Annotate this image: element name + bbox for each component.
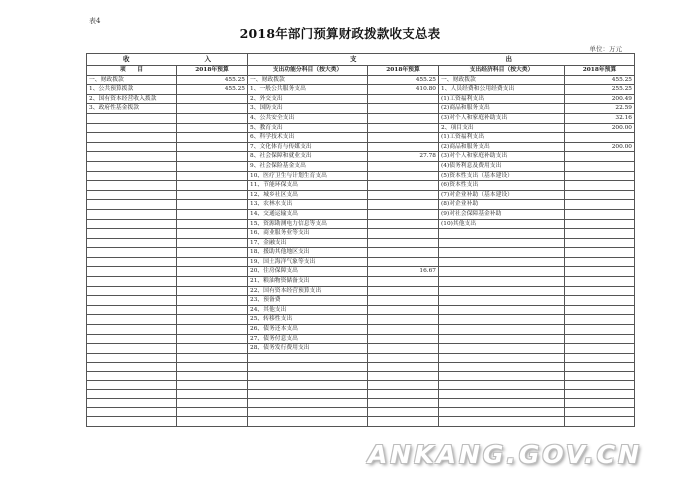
income-value-cell: 455.25: [177, 75, 248, 85]
economic-value-cell: [565, 417, 635, 426]
functional-label-cell: 16、商业服务业等支出: [248, 229, 368, 239]
functional-value-cell: [368, 229, 439, 239]
economic-value-cell: [565, 190, 635, 200]
economic-label-cell: [439, 257, 565, 267]
economic-value-cell: [565, 181, 635, 191]
table-row: [87, 362, 635, 371]
functional-value-cell: 16.67: [368, 267, 439, 277]
table-row: [87, 104, 635, 114]
income-label-cell: 2、国有资本经营收入拨款: [87, 94, 177, 104]
economic-label-cell: (3)对个人和家庭补助支出: [439, 152, 565, 162]
income-band: [87, 54, 248, 66]
economic-label-cell: (4)债务利息及费用支出: [439, 161, 565, 171]
income-label-cell: [87, 190, 177, 200]
sheet-tag: 表4: [89, 17, 101, 25]
functional-label-cell: [248, 353, 368, 362]
economic-value-cell: [565, 372, 635, 381]
functional-value-cell: [368, 305, 439, 315]
income-label-cell: [87, 296, 177, 306]
table-row: [87, 248, 635, 258]
functional-value-cell: [368, 238, 439, 248]
income-label-cell: [87, 353, 177, 362]
table-row: [87, 209, 635, 219]
functional-label-cell: [248, 381, 368, 390]
income-value-cell: 455.25: [177, 85, 248, 95]
economic-value-cell: [565, 229, 635, 239]
functional-value-cell: [368, 94, 439, 104]
functional-label-cell: 26、债务还本支出: [248, 325, 368, 335]
table-row: [87, 257, 635, 267]
functional-value-cell: 410.80: [368, 85, 439, 95]
income-label-cell: [87, 390, 177, 399]
income-label-cell: [87, 219, 177, 229]
table-row: [87, 399, 635, 408]
header-functional-budget: 2018年预算: [368, 66, 439, 76]
functional-value-cell: [368, 248, 439, 258]
table-row: [87, 353, 635, 362]
income-band-left: 收: [123, 55, 130, 64]
table-row: [87, 315, 635, 325]
table-row: [87, 229, 635, 239]
economic-label-cell: [439, 353, 565, 362]
economic-value-cell: [565, 315, 635, 325]
functional-value-cell: [368, 344, 439, 354]
functional-value-cell: [368, 381, 439, 390]
income-value-cell: [177, 277, 248, 287]
economic-label-cell: 1、人员经费和公用经费支出: [439, 85, 565, 95]
functional-label-cell: 一、财政拨款: [248, 75, 368, 85]
functional-value-cell: [368, 315, 439, 325]
economic-label-cell: (1)工资福利支出: [439, 94, 565, 104]
economic-value-cell: [565, 219, 635, 229]
economic-label-cell: [439, 399, 565, 408]
table-row: [87, 200, 635, 210]
table-row: [87, 181, 635, 191]
income-value-cell: [177, 209, 248, 219]
economic-label-cell: (10)其他支出: [439, 219, 565, 229]
functional-value-cell: [368, 296, 439, 306]
economic-label-cell: [439, 334, 565, 344]
header-income-budget: 2018年预算: [177, 66, 248, 76]
income-label-cell: [87, 417, 177, 426]
functional-value-cell: [368, 325, 439, 335]
income-label-cell: [87, 238, 177, 248]
economic-label-cell: 2、项目支出: [439, 123, 565, 133]
income-value-cell: [177, 344, 248, 354]
economic-value-cell: 200.00: [565, 123, 635, 133]
income-label-cell: [87, 305, 177, 315]
functional-value-cell: [368, 408, 439, 417]
income-label-cell: [87, 161, 177, 171]
table-row: [87, 238, 635, 248]
functional-value-cell: [368, 417, 439, 426]
economic-label-cell: [439, 390, 565, 399]
functional-value-cell: [368, 209, 439, 219]
economic-label-cell: [439, 248, 565, 258]
functional-label-cell: 9、社会保险基金支出: [248, 161, 368, 171]
economic-label-cell: [439, 315, 565, 325]
table-row: [87, 286, 635, 296]
economic-value-cell: [565, 286, 635, 296]
income-label-cell: [87, 142, 177, 152]
income-label-cell: [87, 334, 177, 344]
functional-value-cell: [368, 353, 439, 362]
table-row: [87, 85, 635, 95]
income-label-cell: [87, 171, 177, 181]
income-value-cell: [177, 381, 248, 390]
functional-value-cell: [368, 133, 439, 143]
income-value-cell: [177, 142, 248, 152]
income-value-cell: [177, 334, 248, 344]
income-label-cell: [87, 381, 177, 390]
functional-label-cell: 19、国土海洋气象等支出: [248, 257, 368, 267]
functional-value-cell: 27.78: [368, 152, 439, 162]
income-label-cell: [87, 123, 177, 133]
table-row: [87, 334, 635, 344]
functional-value-cell: [368, 123, 439, 133]
economic-label-cell: [439, 229, 565, 239]
economic-label-cell: [439, 381, 565, 390]
functional-label-cell: 8、社会保障和就业支出: [248, 152, 368, 162]
table-row: [87, 408, 635, 417]
table-row: [87, 142, 635, 152]
economic-value-cell: [565, 334, 635, 344]
economic-label-cell: [439, 362, 565, 371]
economic-label-cell: [439, 267, 565, 277]
economic-label-cell: (8)对企业补助: [439, 200, 565, 210]
table-row: [87, 325, 635, 335]
income-label-cell: [87, 286, 177, 296]
functional-label-cell: 10、医疗卫生与计划生育支出: [248, 171, 368, 181]
economic-label-cell: [439, 277, 565, 287]
economic-value-cell: [565, 344, 635, 354]
income-value-cell: [177, 152, 248, 162]
income-label-cell: [87, 325, 177, 335]
functional-label-cell: 20、住房保障支出: [248, 267, 368, 277]
functional-value-cell: [368, 113, 439, 123]
functional-label-cell: 24、其他支出: [248, 305, 368, 315]
economic-value-cell: [565, 353, 635, 362]
header-economic-budget: 2018年预算: [565, 66, 635, 76]
table-row: [87, 123, 635, 133]
economic-value-cell: [565, 209, 635, 219]
table-row: [87, 219, 635, 229]
functional-label-cell: 25、转移性支出: [248, 315, 368, 325]
income-value-cell: [177, 200, 248, 210]
functional-label-cell: 28、债务发行费用支出: [248, 344, 368, 354]
functional-label-cell: 15、资源勘测电力信息等支出: [248, 219, 368, 229]
functional-label-cell: [248, 372, 368, 381]
expense-band-left: 支: [350, 55, 357, 64]
income-label-cell: [87, 113, 177, 123]
column-header-row: [87, 66, 635, 76]
budget-table: [86, 53, 635, 427]
unit-label: 单位：万元: [589, 45, 622, 53]
income-value-cell: [177, 104, 248, 114]
income-label-cell: [87, 372, 177, 381]
functional-label-cell: 6、科学技术支出: [248, 133, 368, 143]
income-label-cell: [87, 267, 177, 277]
income-value-cell: [177, 257, 248, 267]
economic-value-cell: 22.59: [565, 104, 635, 114]
income-value-cell: [177, 305, 248, 315]
economic-value-cell: [565, 161, 635, 171]
functional-value-cell: [368, 286, 439, 296]
functional-value-cell: [368, 362, 439, 371]
functional-value-cell: [368, 171, 439, 181]
table-row: [87, 190, 635, 200]
income-value-cell: [177, 229, 248, 239]
header-economic: 支出经济科目（按大类）: [439, 66, 565, 76]
income-value-cell: [177, 417, 248, 426]
table-row: [87, 113, 635, 123]
functional-label-cell: [248, 390, 368, 399]
header-functional: 支出功能分科目（按大类）: [248, 66, 368, 76]
income-label-cell: [87, 399, 177, 408]
table-row: [87, 417, 635, 426]
income-label-cell: [87, 408, 177, 417]
economic-value-cell: [565, 171, 635, 181]
economic-label-cell: 一、财政拨款: [439, 75, 565, 85]
section-band-row: [87, 54, 635, 66]
site-watermark: ANKANG.GOV.CN: [367, 440, 642, 469]
income-label-cell: [87, 257, 177, 267]
income-value-cell: [177, 372, 248, 381]
page-title: 2018年部门预算财政拨款收支总表: [239, 26, 441, 41]
economic-value-cell: [565, 248, 635, 258]
functional-label-cell: 12、城乡社区支出: [248, 190, 368, 200]
functional-label-cell: [248, 417, 368, 426]
income-value-cell: [177, 161, 248, 171]
economic-value-cell: [565, 152, 635, 162]
income-value-cell: [177, 325, 248, 335]
income-value-cell: [177, 238, 248, 248]
economic-label-cell: [439, 305, 565, 315]
table-row: [87, 161, 635, 171]
functional-label-cell: 2、外交支出: [248, 94, 368, 104]
functional-label-cell: 18、援助其他地区支出: [248, 248, 368, 258]
table-row: [87, 390, 635, 399]
table-row: [87, 381, 635, 390]
income-value-cell: [177, 219, 248, 229]
functional-value-cell: [368, 104, 439, 114]
table-row: [87, 305, 635, 315]
economic-label-cell: [439, 238, 565, 248]
economic-value-cell: [565, 257, 635, 267]
economic-value-cell: 200.49: [565, 94, 635, 104]
functional-label-cell: 23、预备费: [248, 296, 368, 306]
economic-value-cell: [565, 267, 635, 277]
economic-label-cell: [439, 296, 565, 306]
income-band-right: 入: [204, 55, 211, 64]
income-value-cell: [177, 390, 248, 399]
income-value-cell: [177, 399, 248, 408]
income-label-cell: 3、政府性基金拨款: [87, 104, 177, 114]
income-value-cell: [177, 133, 248, 143]
income-value-cell: [177, 315, 248, 325]
income-value-cell: [177, 113, 248, 123]
table-row: [87, 152, 635, 162]
income-label-cell: [87, 248, 177, 258]
income-label-cell: [87, 344, 177, 354]
income-label-cell: [87, 229, 177, 239]
economic-label-cell: [439, 417, 565, 426]
functional-label-cell: 5、教育支出: [248, 123, 368, 133]
functional-label-cell: 3、国防支出: [248, 104, 368, 114]
economic-value-cell: [565, 325, 635, 335]
functional-label-cell: 1、一般公共服务支出: [248, 85, 368, 95]
table-row: [87, 75, 635, 85]
income-label-cell: 一、财政拨款: [87, 75, 177, 85]
income-value-cell: [177, 408, 248, 417]
income-label-cell: [87, 209, 177, 219]
income-value-cell: [177, 190, 248, 200]
income-value-cell: [177, 171, 248, 181]
income-label-cell: [87, 277, 177, 287]
economic-value-cell: 255.25: [565, 85, 635, 95]
economic-label-cell: (2)商品和服务支出: [439, 142, 565, 152]
economic-value-cell: 455.25: [565, 75, 635, 85]
income-value-cell: [177, 248, 248, 258]
functional-value-cell: [368, 372, 439, 381]
functional-value-cell: [368, 142, 439, 152]
table-row: [87, 372, 635, 381]
economic-value-cell: 32.16: [565, 113, 635, 123]
economic-value-cell: [565, 305, 635, 315]
table-row: [87, 267, 635, 277]
functional-label-cell: 27、债务付息支出: [248, 334, 368, 344]
functional-value-cell: [368, 334, 439, 344]
income-value-cell: [177, 286, 248, 296]
income-label-cell: [87, 133, 177, 143]
functional-label-cell: 14、交通运输支出: [248, 209, 368, 219]
income-label-cell: [87, 181, 177, 191]
economic-value-cell: [565, 362, 635, 371]
economic-value-cell: 200.00: [565, 142, 635, 152]
economic-label-cell: (9)对社会保障基金补助: [439, 209, 565, 219]
functional-value-cell: [368, 390, 439, 399]
economic-label-cell: (5)资本性支出（基本建设）: [439, 171, 565, 181]
economic-value-cell: [565, 200, 635, 210]
table-row: [87, 296, 635, 306]
income-label-cell: 1、公共预算拨款: [87, 85, 177, 95]
economic-value-cell: [565, 399, 635, 408]
income-label-cell: [87, 152, 177, 162]
functional-value-cell: [368, 190, 439, 200]
functional-label-cell: 11、节能环保支出: [248, 181, 368, 191]
economic-label-cell: [439, 408, 565, 417]
economic-label-cell: [439, 286, 565, 296]
economic-label-cell: (6)资本性支出: [439, 181, 565, 191]
economic-value-cell: [565, 381, 635, 390]
functional-label-cell: 7、文化体育与传媒支出: [248, 142, 368, 152]
table-row: [87, 94, 635, 104]
functional-value-cell: [368, 161, 439, 171]
economic-value-cell: [565, 277, 635, 287]
economic-value-cell: [565, 238, 635, 248]
functional-label-cell: [248, 362, 368, 371]
income-label-cell: [87, 315, 177, 325]
income-value-cell: [177, 267, 248, 277]
functional-label-cell: [248, 408, 368, 417]
functional-value-cell: [368, 399, 439, 408]
income-value-cell: [177, 181, 248, 191]
expense-band: [248, 54, 635, 66]
economic-label-cell: (7)对企业补助（基本建设）: [439, 190, 565, 200]
table-row: [87, 277, 635, 287]
functional-label-cell: 21、粮油物资储备支出: [248, 277, 368, 287]
functional-value-cell: [368, 277, 439, 287]
table-row: [87, 133, 635, 143]
table-row: [87, 171, 635, 181]
economic-value-cell: [565, 133, 635, 143]
income-label-cell: [87, 200, 177, 210]
economic-label-cell: [439, 344, 565, 354]
income-label-cell: [87, 362, 177, 371]
functional-label-cell: [248, 399, 368, 408]
functional-value-cell: 455.25: [368, 75, 439, 85]
economic-label-cell: (2)商品和服务支出: [439, 104, 565, 114]
income-value-cell: [177, 353, 248, 362]
table-row: [87, 344, 635, 354]
functional-value-cell: [368, 200, 439, 210]
economic-label-cell: [439, 325, 565, 335]
economic-value-cell: [565, 390, 635, 399]
functional-label-cell: 22、国有资本经营预算支出: [248, 286, 368, 296]
economic-label-cell: (1)工资福利支出: [439, 133, 565, 143]
income-value-cell: [177, 94, 248, 104]
functional-label-cell: 17、金融支出: [248, 238, 368, 248]
functional-value-cell: [368, 257, 439, 267]
income-value-cell: [177, 362, 248, 371]
functional-label-cell: 13、农林水支出: [248, 200, 368, 210]
functional-value-cell: [368, 181, 439, 191]
economic-label-cell: [439, 372, 565, 381]
header-item: 项 目: [87, 66, 177, 76]
income-value-cell: [177, 296, 248, 306]
economic-value-cell: [565, 296, 635, 306]
income-value-cell: [177, 123, 248, 133]
expense-band-right: 出: [505, 55, 512, 64]
economic-label-cell: (3)对个人和家庭补助支出: [439, 113, 565, 123]
functional-label-cell: 4、公共安全支出: [248, 113, 368, 123]
functional-value-cell: [368, 219, 439, 229]
economic-value-cell: [565, 408, 635, 417]
